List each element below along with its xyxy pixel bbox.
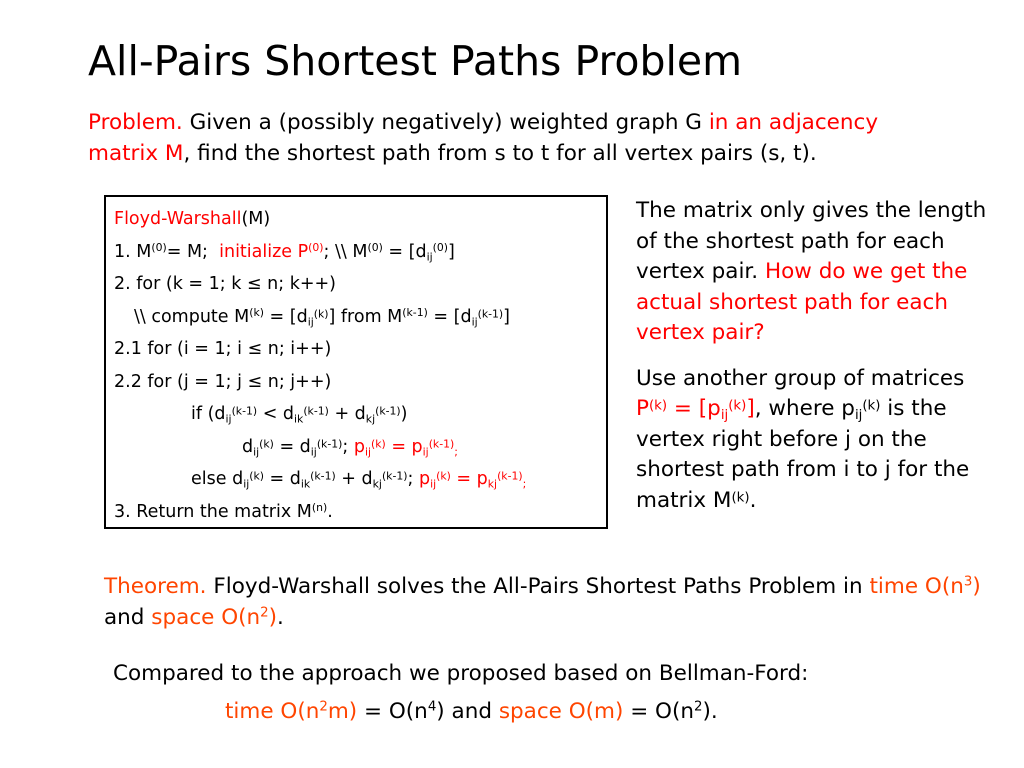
theorem-period: . — [277, 605, 284, 630]
if-sub3: kj — [365, 412, 376, 426]
assign-eq: = d — [273, 436, 311, 457]
problem-highlight: in an adjacency matrix M — [88, 110, 879, 166]
algo-comment — [114, 303, 606, 336]
algo-else — [114, 465, 606, 498]
algo-header — [114, 205, 606, 238]
compare-time-end: m) — [327, 699, 358, 724]
compare-eq1-sup: 4 — [427, 699, 437, 715]
if-sup2: (k-1) — [303, 404, 329, 418]
theorem-time-sup: 3 — [963, 574, 973, 590]
theorem-time-text: time O(n — [869, 574, 964, 599]
side-p2-where: where p — [768, 396, 855, 421]
assign-p: p — [353, 436, 365, 457]
side-p2-end: ] — [746, 396, 755, 421]
else-p-sup2: (k-1) — [497, 469, 523, 483]
compare-time-sup: 2 — [319, 699, 328, 715]
theorem-time — [870, 574, 981, 599]
compare-eq2-end: ). — [702, 699, 718, 724]
compare-eq2: = O(n — [623, 699, 694, 724]
comment-sup4: (k-1) — [477, 307, 504, 321]
step3-sup: (n) — [311, 500, 328, 514]
side-p2-sup-k: (k) — [731, 490, 750, 506]
compare-time — [225, 699, 357, 724]
compare-time-text: time O(n — [225, 699, 320, 724]
if-text: if (d — [191, 404, 226, 424]
theorem-and: and — [104, 605, 145, 630]
compare-line-2 — [113, 693, 1013, 731]
theorem-space-sup: 2 — [260, 605, 269, 621]
algo-assign — [114, 433, 606, 466]
problem-text-end: , find the shortest path from s to t for all vertex pairs (s, t). — [183, 141, 817, 166]
else-plus: + d — [335, 469, 373, 489]
else-eq: = d — [263, 469, 301, 489]
compare-eq1: = O(n — [357, 699, 428, 724]
theorem-label: Theorem. — [104, 574, 207, 599]
side-p1-question: How do we get the actual shortest path for each vertex pair? — [636, 259, 968, 345]
else-p-update — [419, 469, 526, 489]
assign-sub1: ij — [253, 444, 260, 458]
algo-arg: (M) — [241, 209, 271, 229]
comment-dij2 — [472, 307, 504, 327]
if-plus: + d — [328, 404, 366, 424]
theorem-space — [151, 605, 277, 630]
algorithm-box — [104, 195, 608, 529]
step1-sup-b: (0) — [367, 240, 383, 254]
else-p-sup1: (k) — [436, 469, 451, 483]
compare-eq2-sup: 2 — [694, 699, 703, 715]
else-p-sub2: kj — [487, 477, 498, 491]
else-sub3: kj — [372, 477, 382, 491]
side-p2-sup2: (k) — [728, 398, 747, 414]
side-p2-comma: , — [754, 396, 762, 421]
assign-p-eq: = p — [385, 436, 423, 457]
comment-eq2: = [d — [427, 306, 472, 327]
comment-from: ] from M — [328, 306, 403, 327]
step1-sup: (0) — [151, 240, 167, 254]
init-p-sup: (0) — [308, 240, 324, 254]
problem-label: Problem. — [88, 110, 183, 135]
else-p-sub1: ij — [430, 477, 437, 491]
algo-step-2: 2. for (k = 1; k ≤ n; k++) — [114, 274, 336, 294]
side-p2-P: P — [636, 396, 649, 421]
init-p-text: initialize P — [219, 241, 309, 262]
comparison — [113, 655, 1013, 731]
theorem-time-end: ) — [972, 574, 981, 599]
assign-p-semi: ; — [454, 444, 458, 458]
assign-d: d — [242, 436, 254, 457]
if-sub2: ik — [294, 412, 304, 426]
side-paragraph-1 — [636, 196, 996, 349]
theorem-space-text: space O(n — [151, 605, 261, 630]
algo-if — [114, 400, 606, 433]
comment-sub: ij — [307, 314, 314, 328]
side-explanation — [636, 196, 996, 516]
init-p-label — [219, 242, 323, 262]
problem-text: Given a (possibly negatively) weighted graph G — [189, 110, 702, 135]
comment-sub2: ij — [471, 314, 478, 328]
side-p2-period: . — [749, 487, 757, 513]
assign-semi: ; — [342, 436, 354, 457]
else-p-semi: ; — [522, 477, 527, 491]
assign-sub2: ij — [310, 444, 317, 458]
side-p2-text: Use another group of matrices — [636, 365, 965, 391]
theorem-space-end: ) — [268, 605, 278, 630]
algo-step-2-2: 2.2 for (j = 1; j ≤ n; j++) — [114, 371, 332, 392]
step1-text: 1. M — [114, 241, 152, 262]
step1-comment: ; \\ M — [323, 241, 368, 262]
assign-sup1: (k) — [259, 437, 274, 451]
if-sup1: (k-1) — [231, 404, 258, 418]
side-p2-sup1: (k) — [648, 398, 668, 414]
step3-text: 3. Return the matrix M — [114, 501, 312, 522]
assign-sup2: (k-1) — [316, 437, 343, 451]
algo-step-3 — [114, 498, 606, 531]
step1-sub: ij — [426, 249, 433, 263]
step1-eq: = [d — [382, 241, 427, 262]
assign-p-update — [354, 437, 458, 457]
comment-end: ] — [503, 306, 510, 327]
side-p2-where-sub: ij — [854, 407, 863, 423]
theorem-statement — [104, 571, 1004, 633]
side-p2-text2: is the vertex right before j on the shortest path from i to j for the matrix M — [636, 396, 970, 513]
algo-step-1 — [114, 238, 606, 271]
else-sub1: ij — [243, 477, 250, 491]
side-p2-eq: = [p — [667, 396, 721, 421]
assign-p-sub1: ij — [364, 444, 371, 458]
side-p2-sub: ij — [720, 407, 729, 423]
comment-text: \\ compute M — [134, 306, 250, 327]
comment-sup3: (k-1) — [402, 305, 428, 319]
else-sub2: ik — [300, 477, 311, 491]
side-p1-text: The matrix only gives the length of the shortest path for each vertex pair. — [636, 198, 987, 284]
side-p2-where-sup: (k) — [862, 398, 881, 414]
step1-end: ] — [447, 241, 455, 262]
problem-statement — [88, 107, 948, 169]
assign-p-sup1: (k) — [371, 437, 386, 451]
assign-p-sub2: ij — [422, 444, 429, 458]
side-p2-matrix — [636, 396, 755, 421]
else-p: p — [418, 469, 431, 489]
compare-space: space O(m) — [498, 699, 624, 724]
comment-sup: (k) — [249, 305, 264, 319]
step1-sup-c: (0) — [432, 240, 448, 254]
assign-p-sup2: (k-1) — [428, 437, 455, 451]
else-sup3: (k-1) — [381, 469, 408, 483]
step3-end: . — [327, 501, 333, 522]
else-semi: ; — [407, 469, 419, 489]
else-sup2: (k-1) — [310, 469, 336, 483]
compare-eq1-end: ) and — [436, 699, 499, 724]
step1-mid: = M; — [166, 241, 208, 262]
algo-name: Floyd-Warshall — [114, 209, 242, 229]
theorem-text: Floyd-Warshall solves the All-Pairs Shortest Paths Problem in — [213, 574, 863, 599]
if-lt: < d — [257, 404, 295, 424]
comment-sup2: (k) — [313, 307, 329, 321]
slide-title: All-Pairs Shortest Paths Problem — [88, 37, 743, 85]
side-paragraph-2 — [636, 364, 996, 517]
comment-eq: = [d — [263, 306, 308, 327]
if-sup3: (k-1) — [375, 404, 401, 418]
else-sup1: (k) — [249, 469, 264, 483]
if-sub1: ij — [225, 412, 232, 426]
comment-dij — [308, 307, 329, 327]
algo-step-2-1: 2.1 for (i = 1; i ≤ n; i++) — [114, 339, 332, 359]
else-text: else d — [191, 469, 244, 489]
compare-line-1: Compared to the approach we proposed based on Bellman-Ford: — [113, 661, 809, 686]
else-p-eq: = p — [450, 469, 488, 489]
if-end: ) — [400, 404, 408, 424]
